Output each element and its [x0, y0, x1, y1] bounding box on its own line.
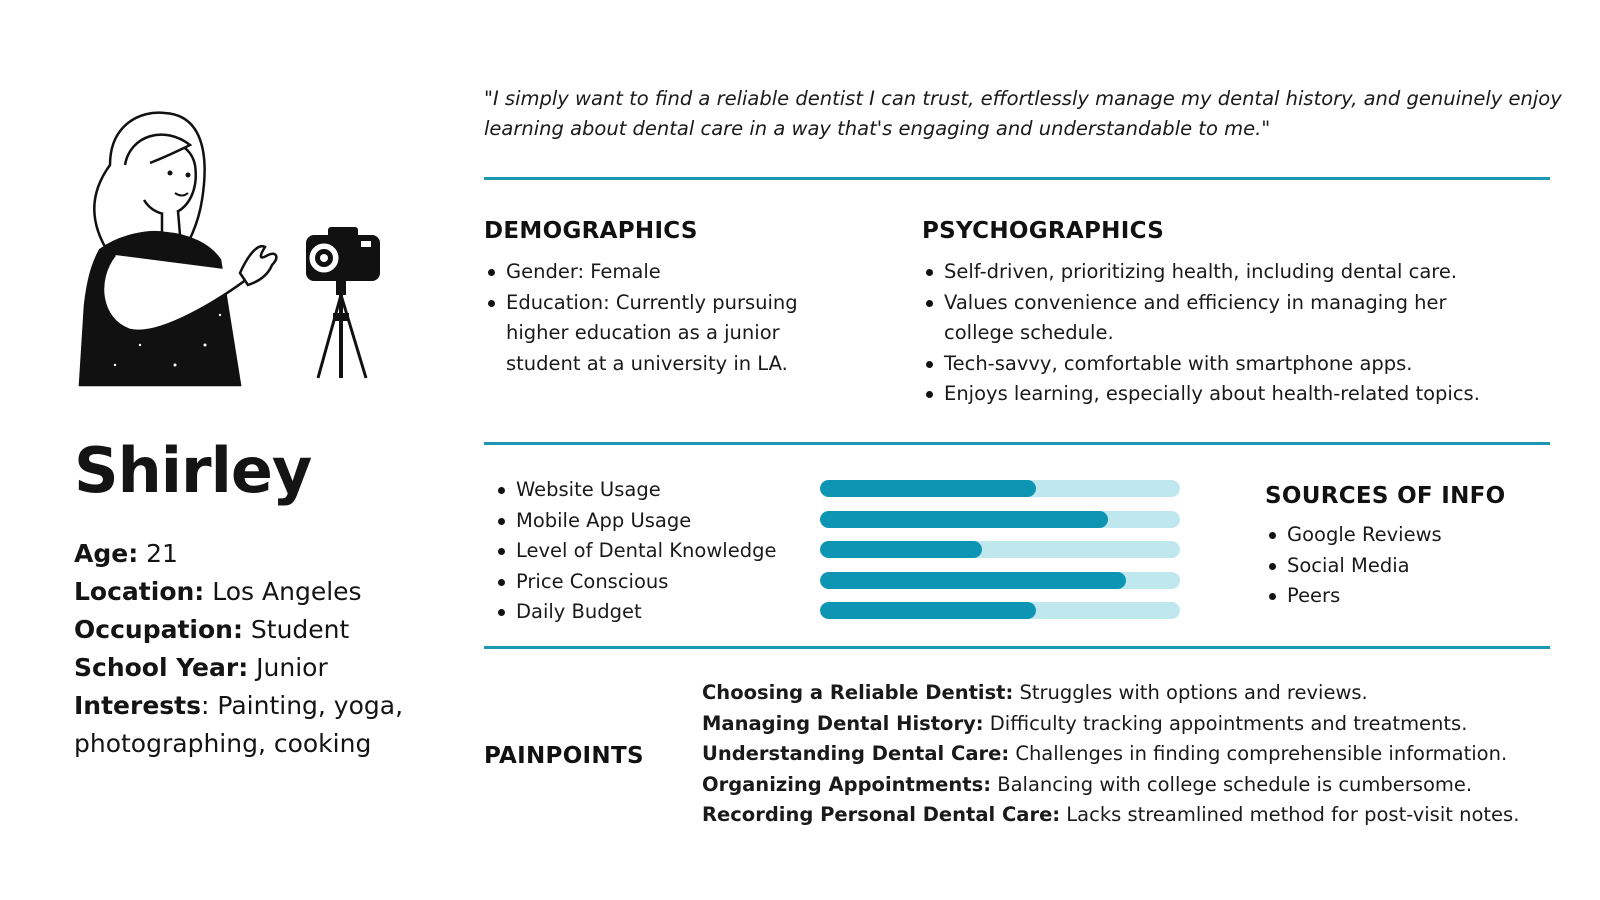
metric-bar-fill	[820, 511, 1108, 528]
painpoint-item: Understanding Dental Care: Challenges in finding comprehensible information.	[702, 742, 1508, 765]
woman-with-camera-illustration	[70, 105, 400, 395]
age-row: Age: 21	[74, 539, 178, 568]
persona-quote: "I simply want to find a reliable dentist I can trust, effortlessly manage my dental history, and genuinely enjoy learning about dental care in a way that's engaging and understandable to me."	[484, 87, 1562, 140]
metric-bar-track	[820, 511, 1180, 528]
metric-bar-track	[820, 480, 1180, 497]
list-item: Values convenience and efficiency in managing her college schedule.	[922, 288, 1482, 349]
metric-bar-fill	[820, 602, 1036, 619]
metric-label: Mobile App Usage	[494, 506, 824, 537]
school-year-row: School Year: Junior	[74, 653, 328, 682]
occupation-row: Occupation: Student	[74, 615, 350, 644]
interests-row: Interests: Painting, yoga, photographing, cooking	[74, 691, 404, 758]
sources-list	[1265, 520, 1565, 612]
painpoint-item: Choosing a Reliable Dentist: Struggles with options and reviews.	[702, 681, 1368, 704]
metric-bar-fill	[820, 480, 1036, 497]
divider	[484, 177, 1550, 180]
list-item: Tech-savvy, comfortable with smartphone apps.	[922, 349, 1482, 380]
list-item: Self-driven, prioritizing health, including dental care.	[922, 257, 1482, 288]
list-item: Social Media	[1265, 551, 1565, 582]
sources-heading: SOURCES OF INFO	[1265, 483, 1506, 509]
divider	[484, 442, 1550, 445]
metric-label: Daily Budget	[494, 597, 824, 628]
metric-bar-track	[820, 602, 1180, 619]
divider	[484, 646, 1550, 649]
psychographics-list	[922, 257, 1482, 410]
metric-label: Level of Dental Knowledge	[494, 536, 824, 567]
metric-bar-fill	[820, 541, 982, 558]
demographics-heading: DEMOGRAPHICS	[484, 218, 698, 244]
persona-details	[74, 535, 434, 763]
painpoints-heading: PAINPOINTS	[484, 743, 644, 769]
psychographics-section	[922, 220, 1542, 410]
metric-bar-track	[820, 572, 1180, 589]
metric-bar-fill	[820, 572, 1126, 589]
persona-name: Shirley	[74, 434, 312, 507]
list-item: Google Reviews	[1265, 520, 1565, 551]
metrics-bars	[820, 480, 1180, 630]
list-item: Education: Currently pursuing higher education as a junior student at a university in LA.	[484, 288, 824, 380]
metric-label: Price Conscious	[494, 567, 824, 598]
list-item: Peers	[1265, 581, 1565, 612]
list-item: Enjoys learning, especially about health-related topics.	[922, 379, 1482, 410]
painpoints-list	[702, 678, 1519, 831]
painpoint-item: Recording Personal Dental Care: Lacks streamlined method for post-visit notes.	[702, 803, 1520, 826]
demographics-section	[484, 220, 884, 379]
metric-label: Website Usage	[494, 475, 824, 506]
painpoint-item: Managing Dental History: Difficulty tracking appointments and treatments.	[702, 711, 1468, 735]
demographics-list	[484, 257, 824, 379]
painpoint-item: Organizing Appointments: Balancing with college schedule is cumbersome.	[702, 772, 1473, 796]
location-row: Location: Los Angeles	[74, 577, 362, 606]
list-item: Gender: Female	[484, 257, 824, 288]
metric-bar-track	[820, 541, 1180, 558]
sources-section	[1265, 485, 1565, 612]
metrics-list	[494, 475, 824, 628]
psychographics-heading: PSYCHOGRAPHICS	[922, 218, 1165, 244]
